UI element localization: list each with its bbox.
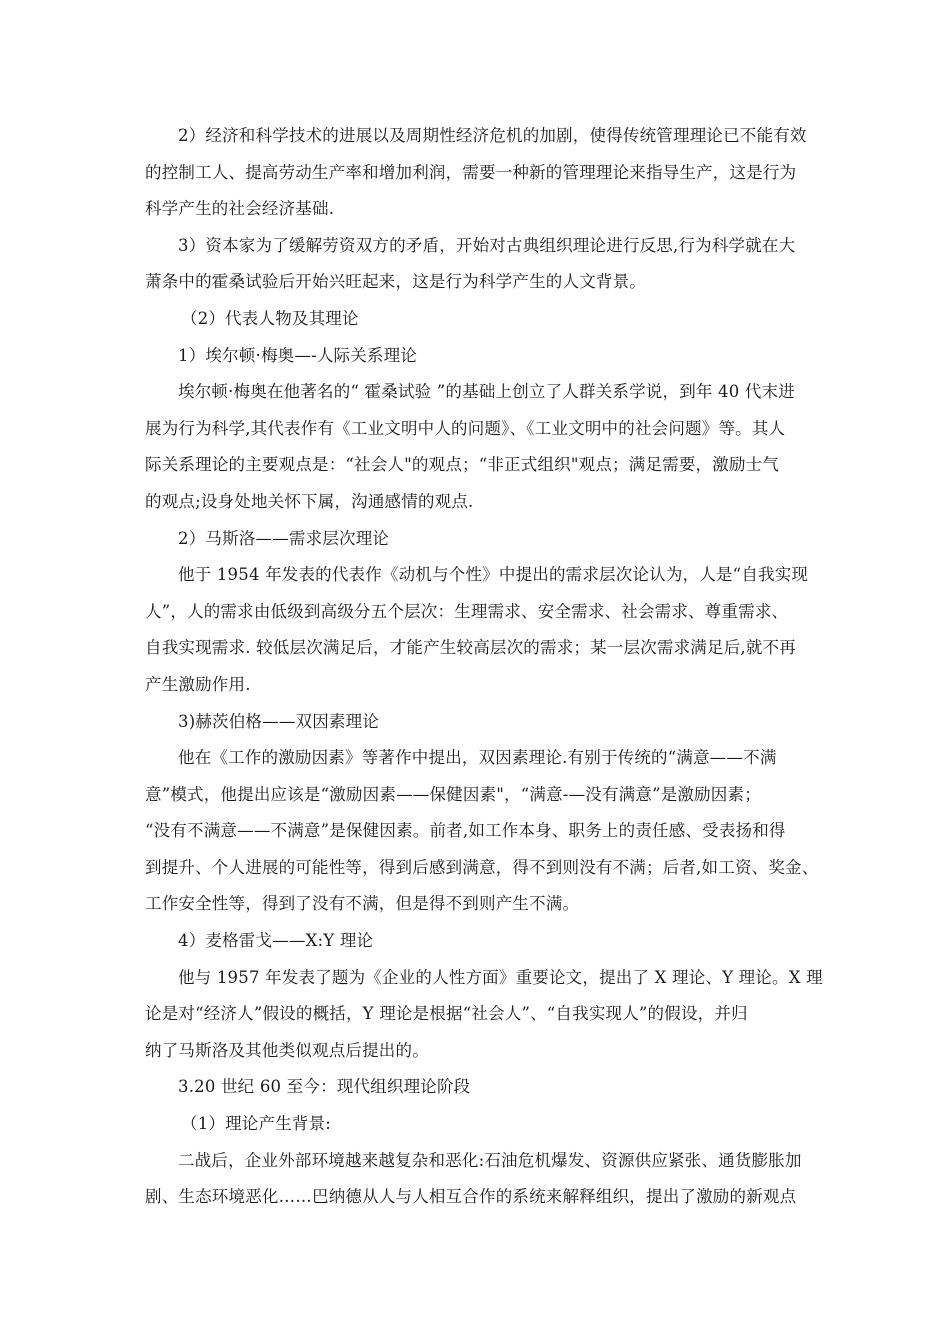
section-heading: （1）理论产生背景:	[181, 1114, 332, 1134]
subsection-heading: 3)赫茨伯格——双因素理论	[178, 711, 380, 731]
paragraph-line: 埃尔顿·梅奥在他著名的“ 霍桑试验 ”的基础上创立了人群关系学说，到年 40 代末进	[178, 382, 795, 402]
paragraph-line: 的控制工人、提高劳动生产率和增加利润，需要一种新的管理理论来指导生产，这是行为	[145, 162, 797, 182]
paragraph-line: 纳了马斯洛及其他类似观点后提出的。	[145, 1040, 429, 1060]
paragraph-line: 剧、生态环境恶化……巴纳德从人与人相互合作的系统来解释组织，提出了激励的新观点	[145, 1187, 797, 1207]
paragraph-line: 工作安全性等，得到了没有不满，但是得不到则产生不满。	[145, 894, 580, 914]
paragraph-line: 科学产生的社会经济基础.	[145, 199, 335, 219]
paragraph-line: 3）资本家为了缓解劳资双方的矛盾，开始对古典组织理论进行反思,行为科学就在大	[178, 235, 796, 255]
paragraph-line: 萧条中的霍桑试验后开始兴旺起来，这是行为科学产生的人文背景。	[145, 272, 646, 292]
section-heading: 3.20 世纪 60 至今：现代组织理论阶段	[178, 1077, 471, 1097]
paragraph-line: 产生激励作用.	[145, 674, 251, 694]
paragraph-line: 2）经济和科学技术的进展以及周期性经济危机的加剧，使得传统管理理论已不能有效	[178, 126, 807, 145]
document-body	[145, 118, 823, 1216]
subsection-heading: 4）麦格雷戈——X:Y 理论	[178, 931, 374, 951]
paragraph-line: 自我实现需求. 较低层次满足后，才能产生较高层次的需求；某一层次需求满足后,就不再	[145, 638, 796, 658]
paragraph-line: 二战后，企业外部环境越来越复杂和恶化:石油危机爆发、资源供应紧张、通货膨胀加	[178, 1150, 802, 1170]
paragraph-line: 他于 1954 年发表的代表作《动机与个性》中提出的需求层次论认为，人是“自我实现	[178, 565, 809, 585]
paragraph-line: 的观点;设身处地关怀下属，沟通感情的观点.	[145, 491, 474, 511]
subsection-heading: 1）埃尔顿·梅奥—-人际关系理论	[178, 345, 418, 365]
paragraph-line: 际关系理论的主要观点是：“社会人"的观点；“非正式组织"观点；满足需要，激励士气	[145, 455, 780, 475]
paragraph-line: 到提升、个人进展的可能性等，得到后感到满意，得不到则没有不满；后者,如工资、奖金、	[145, 857, 819, 877]
paragraph-line: 意”模式，他提出应该是“激励因素——保健因素"，“满意-—没有满意”是激励因素；	[145, 784, 761, 804]
paragraph-line: 他与 1957 年发表了题为《企业的人性方面》重要论文，提出了 X 理论、Y 理论。X 理	[178, 967, 823, 987]
paragraph-line: “没有不满意——不满意”是保健因素。前者,如工作本身、职务上的责任感、受表扬和得	[145, 821, 786, 841]
paragraph-line: 他在《工作的激励因素》等著作中提出，双因素理论.有别于传统的“满意——不满	[178, 748, 777, 768]
paragraph-line: 人”，人的需求由低级到高级分五个层次：生理需求、安全需求、社会需求、尊重需求、	[145, 601, 789, 621]
paragraph-line: 论是对“经济人”假设的概括，Y 理论是根据“社会人”、“自我实现人”的假设，并归	[145, 1004, 748, 1024]
paragraph-line: 展为行为科学,其代表作有《工业文明中人的问题》、《工业文明中的社会问题》等。其人	[145, 418, 786, 438]
subsection-heading: 2）马斯洛——需求层次理论	[178, 528, 390, 548]
section-heading: （2）代表人物及其理论	[181, 308, 359, 328]
